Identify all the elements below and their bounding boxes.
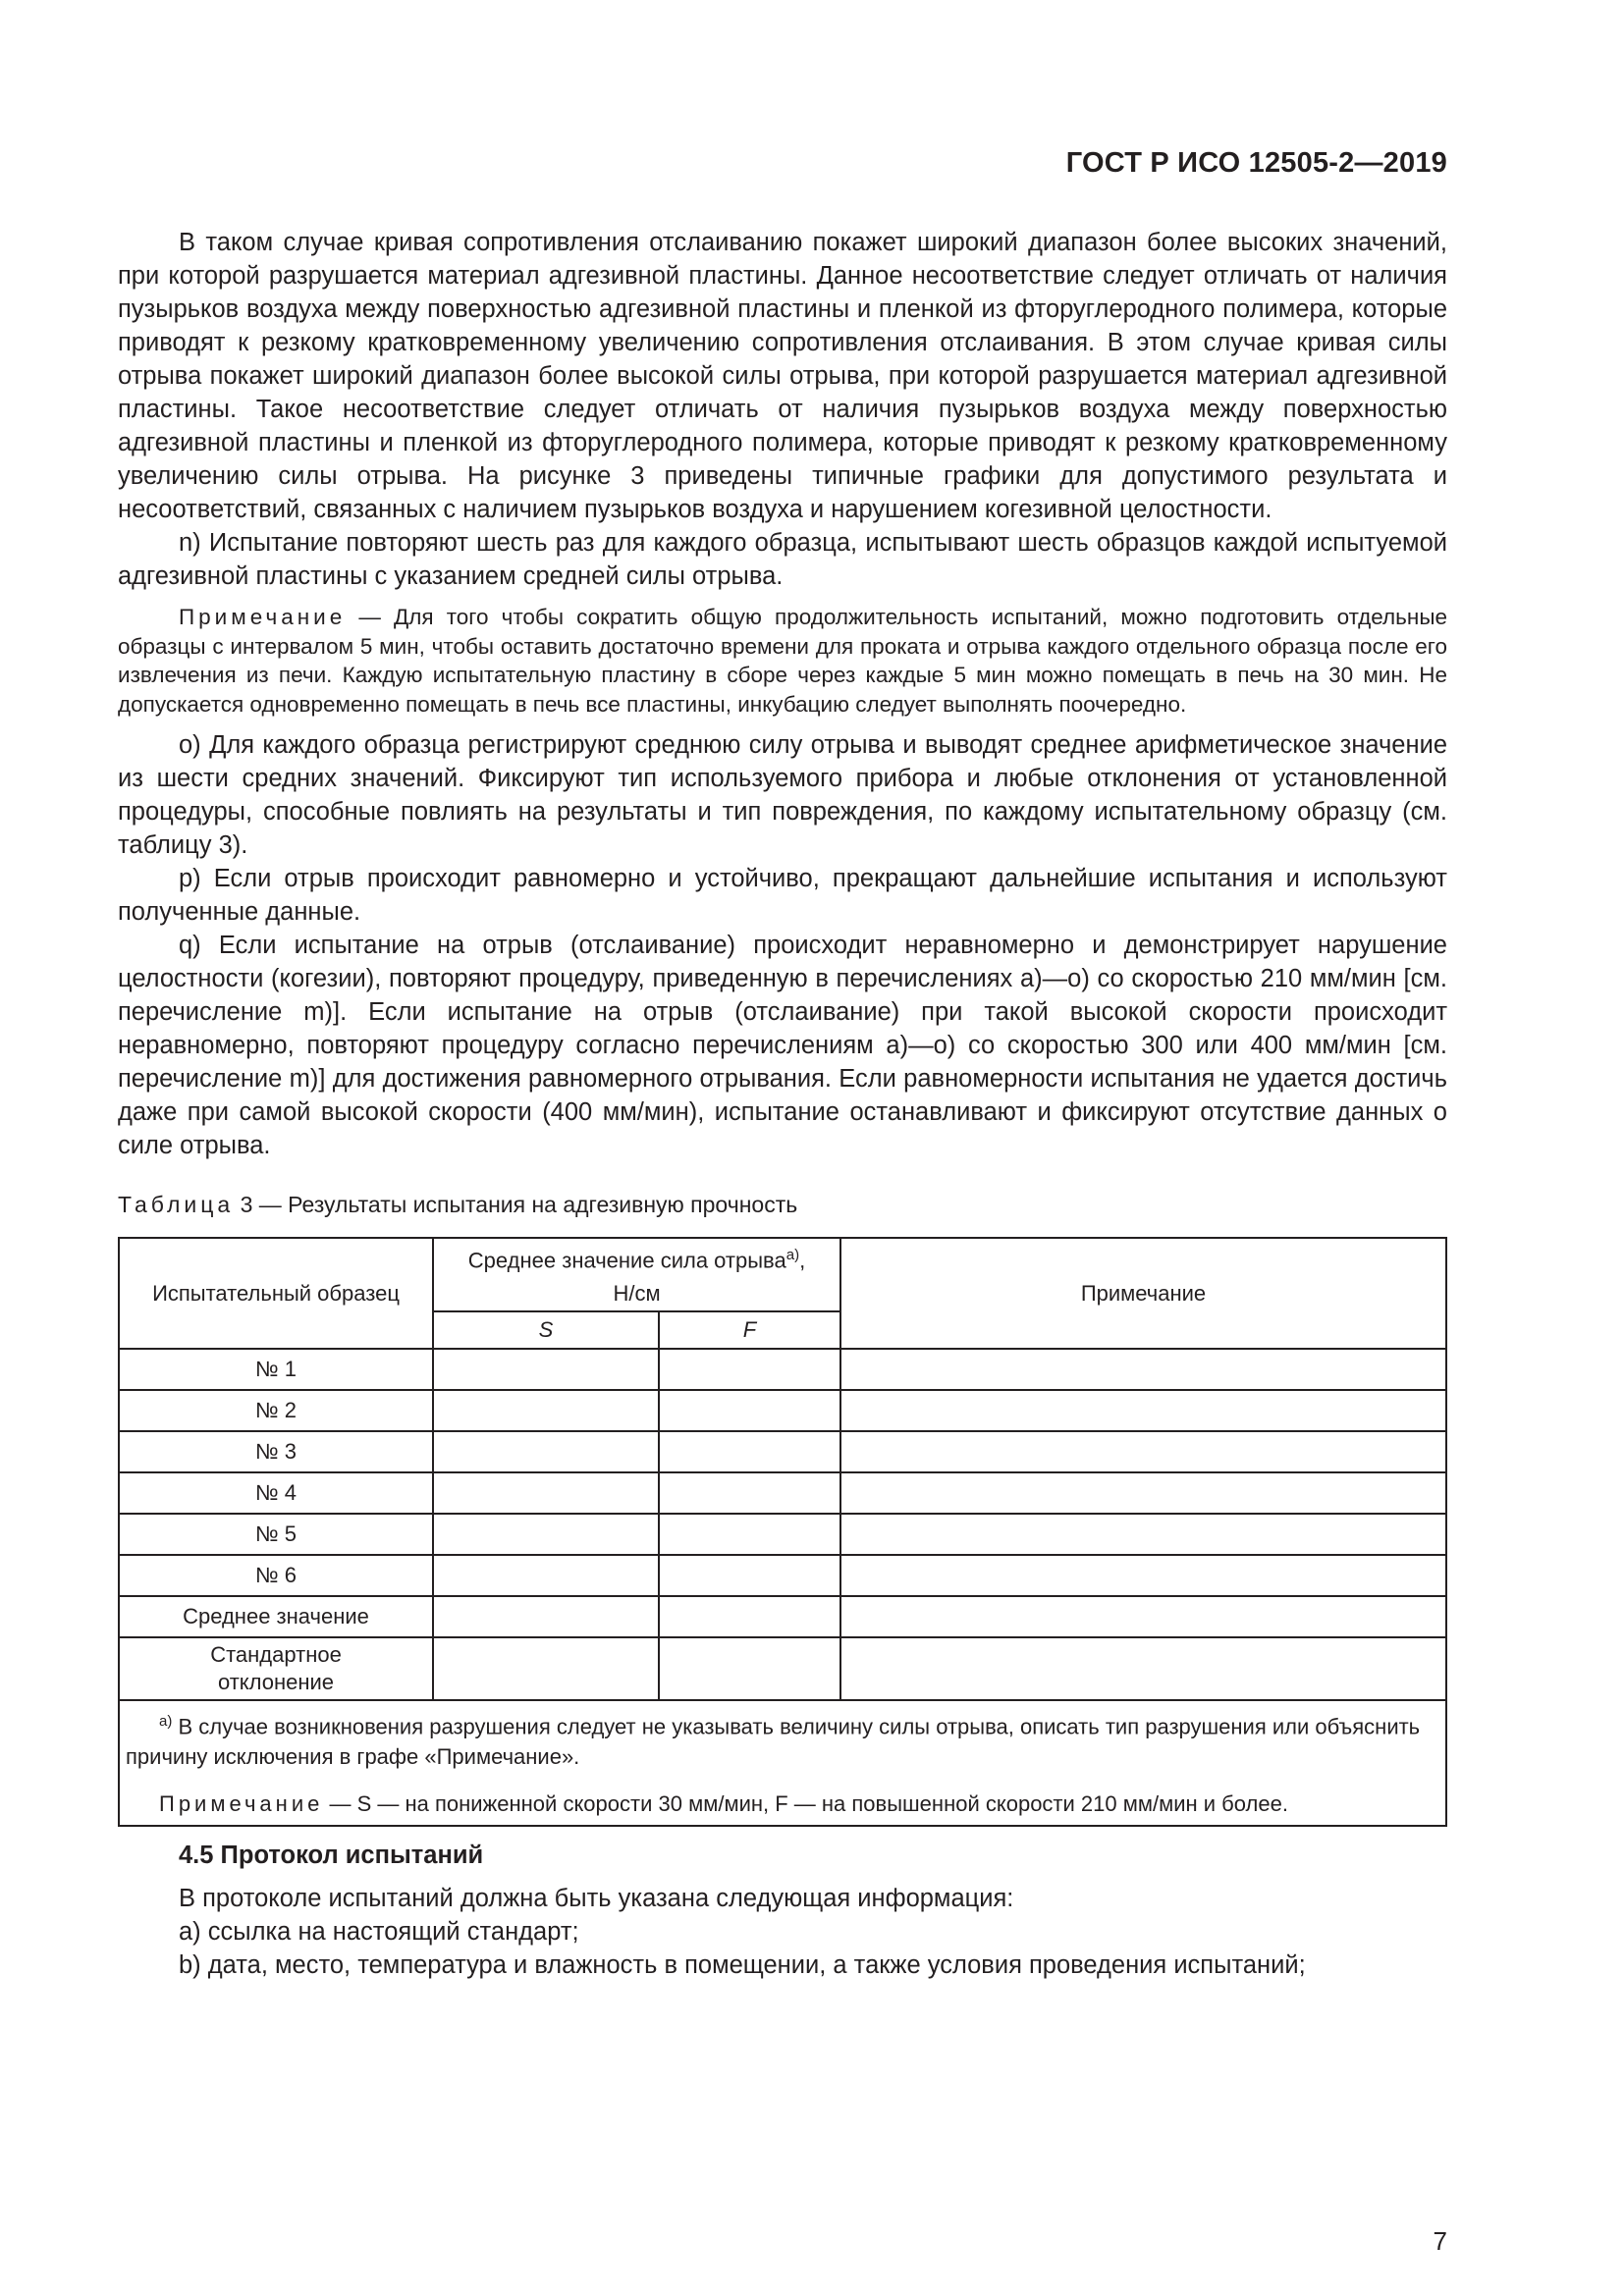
table-row [119, 1390, 1446, 1431]
paragraph-o: o) Для каждого образца регистрируют среднюю силу отрыва и выводят среднее арифметическое значение из шести средних значений. Фиксируют тип используемого прибора и любые отклонения от установленной процедуры, способные повлиять на результаты и тип повреждения, по каждому испытательному образцу (см. таблицу 3). [118, 731, 1447, 859]
document-header: ГОСТ Р ИСО 12505-2—2019 [1065, 147, 1447, 179]
note-label: Примечание [179, 605, 347, 629]
note-text: — Для того чтобы сократить общую продолжительность испытаний, можно подготовить отдельные образцы с интервалом 5 мин, чтобы оставить достаточно времени для проката и отрыва каждого отдельного образца после его извлечения из печи. Каждую испытательную пластину в сборе через каждые 5 мин можно помещать в печь на 30 мин. Не допускается одновременно помещать в печь все пластины, инкубацию следует выполнять поочередно. [118, 605, 1447, 717]
row-label: № 5 [119, 1514, 433, 1555]
page-number: 7 [1433, 2226, 1447, 2256]
table-row [119, 1596, 1446, 1637]
header-mean: Среднее значение сила отрыва$^{а)}$, Н/см [433, 1238, 840, 1311]
row-label: № 1 [119, 1349, 433, 1390]
document-body [118, 226, 1447, 1982]
header-sample: Испытательный образец [119, 1238, 433, 1349]
row-label: Среднее значение [119, 1596, 433, 1637]
table-row [119, 1349, 1446, 1390]
header-mean-text: Среднее значение сила отрыва [467, 1248, 786, 1273]
header-mean-sup: а) [785, 1247, 800, 1263]
header-s: S [433, 1311, 659, 1349]
table-note-text: — S — на пониженной скорости 30 мм/мин, F — на повышенной скорости 210 мм/мин и более. [323, 1790, 1288, 1816]
paragraph-p: p) Если отрыв происходит равномерно и устойчиво, прекращают дальнейшие испытания и используют полученные данные. [118, 865, 1447, 926]
footnote-text: В случае возникновения разрушения следует не указывать величину силы отрыва, описать тип разрушения или объяснить причину исключения в графе «Примечание». [126, 1714, 1421, 1769]
table-note-label: Примечание [159, 1790, 324, 1816]
note-block [118, 603, 1447, 719]
table-note [126, 1789, 1439, 1819]
list-item-b: b) дата, место, температура и влажность в помещении, а также условия проведения испытаний; [179, 1950, 1306, 1979]
table-row [119, 1431, 1446, 1472]
row-label: Стандартное отклонение [119, 1637, 433, 1700]
section-intro: В протоколе испытаний должна быть указана следующая информация: [179, 1884, 1014, 1912]
row-label: № 3 [119, 1431, 433, 1472]
header-mean-unit: Н/см [613, 1281, 661, 1307]
header-f: F [659, 1311, 840, 1349]
table-row [119, 1472, 1446, 1514]
results-table [118, 1237, 1447, 1827]
table-footnote [126, 1707, 1439, 1771]
list-item-a: a) ссылка на настоящий стандарт; [179, 1917, 579, 1946]
table-caption-label: Таблица [118, 1192, 235, 1217]
row-label: № 4 [119, 1472, 433, 1514]
table-footer [119, 1700, 1446, 1825]
header-note: Примечание [840, 1238, 1446, 1349]
paragraph-n: n) Испытание повторяют шесть раз для каждого образца, испытывают шесть образцов каждой испытуемой адгезивной пластины с указанием средней силы отрыва. [118, 529, 1447, 590]
footnote-sup: а) [159, 1713, 173, 1731]
table-row [119, 1637, 1446, 1700]
table-caption [118, 1188, 1447, 1221]
table-caption-text: 3 — Результаты испытания на адгезивную прочность [234, 1192, 798, 1217]
section-title: 4.5 Протокол испытаний [179, 1841, 484, 1869]
table-row [119, 1514, 1446, 1555]
row-label: № 6 [119, 1555, 433, 1596]
paragraph-intro: В таком случае кривая сопротивления отслаиванию покажет широкий диапазон более высоких значений, при которой разрушается материал адгезивной пластины. Данное несоответствие следует отличать от наличия пузырьков воздуха между поверхностью адгезивной пластины и пленкой из фторуглеродного полимера, которые приводят к резкому кратковременному увеличению сопротивления отслаивания. В этом случае кривая силы отрыва покажет широкий диапазон более высокой силы отрыва, при которой разрушается материал адгезивной пластины. Такое несоответствие следует отличать от наличия пузырьков воздуха между поверхностью адгезивной пластины и пленкой из фторуглеродного полимера, которые приводят к резкому кратковременному увеличению силы отрыва. На рисунке 3 приведены типичные графики для допустимого результата и несоответствий, связанных с наличием пузырьков воздуха и нарушением когезивной целостности. [118, 229, 1447, 523]
paragraph-q: q) Если испытание на отрыв (отслаивание) происходит неравномерно и демонстрирует нарушение целостности (когезии), повторяют процедуру, приведенную в перечислениях а)—о) со скоростью 210 мм/мин [см. перечисление m)]. Если испытание на отрыв (отслаивание) при такой высокой скорости происходит неравномерно, повторяют процедуру согласно перечислениям а)—о) со скоростью 300 или 400 мм/мин [см. перечисление m)] для достижения равномерного отрывания. Если равномерности испытания не удается достичь даже при самой высокой скорости (400 мм/мин), испытание останавливают и фиксируют отсутствие данных о силе отрыва. [118, 932, 1447, 1159]
table-row [119, 1555, 1446, 1596]
row-label: № 2 [119, 1390, 433, 1431]
